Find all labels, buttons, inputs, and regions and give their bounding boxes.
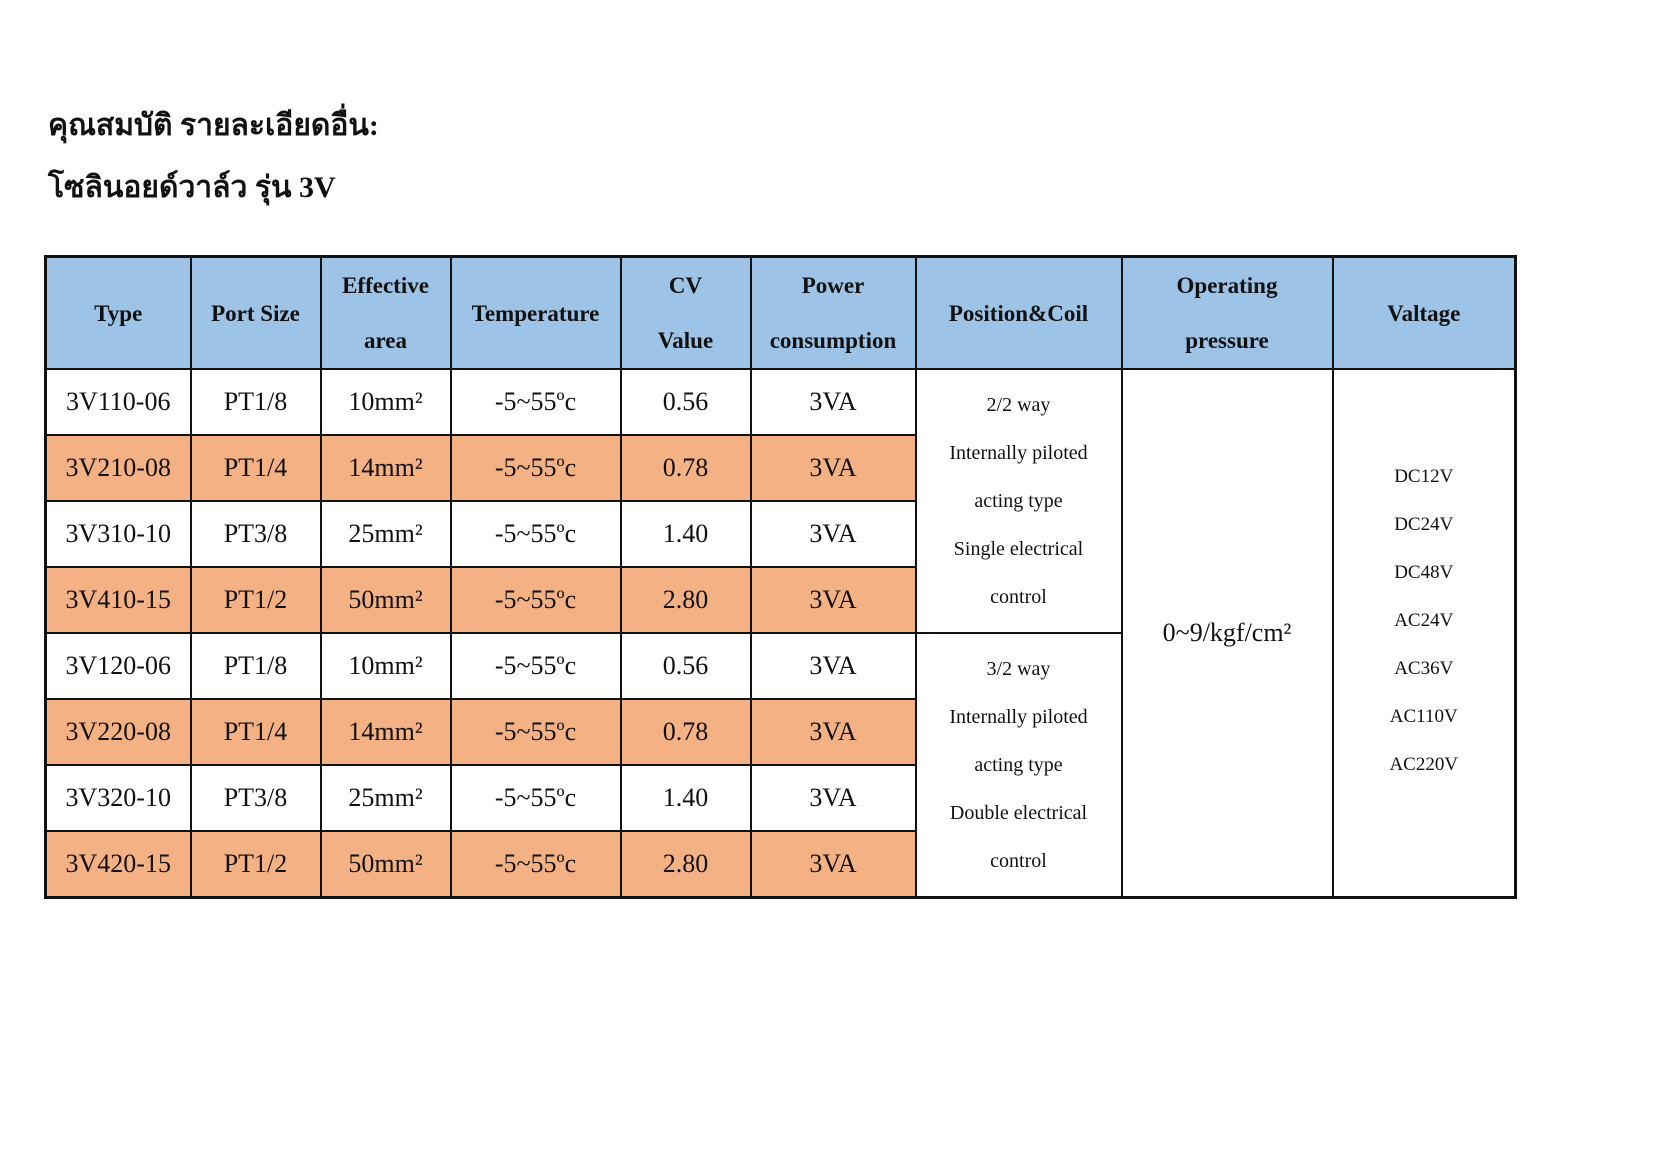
cell-type: 3V120-06 xyxy=(46,633,191,699)
cell-voltage-list xyxy=(1333,369,1516,898)
cell-power: 3VA xyxy=(751,765,916,831)
header-operating-pressure-line: pressure xyxy=(1185,328,1269,353)
cell-type: 3V420-15 xyxy=(46,831,191,898)
header-effective-area xyxy=(321,257,451,370)
cell-cv-value: 1.40 xyxy=(621,765,751,831)
cell-port-size: PT3/8 xyxy=(191,765,321,831)
cell-effective-area: 50mm² xyxy=(321,831,451,898)
cell-power: 3VA xyxy=(751,369,916,435)
header-effective-area-line: Effective xyxy=(342,273,429,298)
cell-type: 3V110-06 xyxy=(46,369,191,435)
position-coil-line: acting type xyxy=(974,490,1063,512)
table-row xyxy=(46,369,1516,435)
cell-effective-area: 25mm² xyxy=(321,501,451,567)
cell-temperature: -5~55ºc xyxy=(451,501,621,567)
page-subtitle: โซลินอยด์วาล์ว รุ่น 3V xyxy=(48,171,336,204)
cell-type: 3V210-08 xyxy=(46,435,191,501)
cell-effective-area: 10mm² xyxy=(321,633,451,699)
cell-temperature: -5~55ºc xyxy=(451,765,621,831)
cell-effective-area: 50mm² xyxy=(321,567,451,633)
cell-port-size: PT3/8 xyxy=(191,501,321,567)
header-cv-value-line: Value xyxy=(657,328,714,353)
header-operating-pressure xyxy=(1122,257,1333,370)
position-coil-line: control xyxy=(990,850,1047,872)
header-power-line: consumption xyxy=(769,328,897,353)
cell-type: 3V220-08 xyxy=(46,699,191,765)
position-coil-line: Double electrical xyxy=(949,802,1088,824)
position-coil-line: Internally piloted xyxy=(949,706,1088,728)
cell-operating-pressure: 0~9/kgf/cm² xyxy=(1122,369,1333,898)
header-temperature: Temperature xyxy=(451,257,621,370)
cell-effective-area: 14mm² xyxy=(321,435,451,501)
cell-port-size: PT1/4 xyxy=(191,435,321,501)
position-coil-line: Single electrical xyxy=(953,538,1084,560)
voltage-item: DC12V xyxy=(1394,466,1454,487)
cell-port-size: PT1/8 xyxy=(191,369,321,435)
cell-temperature: -5~55ºc xyxy=(451,435,621,501)
cell-cv-value: 0.78 xyxy=(621,435,751,501)
position-coil-line: control xyxy=(990,586,1047,608)
cell-type: 3V410-15 xyxy=(46,567,191,633)
cell-temperature: -5~55ºc xyxy=(451,633,621,699)
cell-type: 3V320-10 xyxy=(46,765,191,831)
cell-position-coil-single xyxy=(916,369,1122,633)
cell-temperature: -5~55ºc xyxy=(451,369,621,435)
header-voltage: Valtage xyxy=(1333,257,1516,370)
cell-port-size: PT1/4 xyxy=(191,699,321,765)
cell-cv-value: 2.80 xyxy=(621,831,751,898)
voltage-item: DC48V xyxy=(1394,562,1454,583)
cell-effective-area: 25mm² xyxy=(321,765,451,831)
cell-power: 3VA xyxy=(751,831,916,898)
header-cv-value-line: CV xyxy=(668,273,703,298)
header-position-coil: Position&Coil xyxy=(916,257,1122,370)
page-title: คุณสมบัติ รายละเอียดอื่น: xyxy=(48,109,379,142)
header-cv-value xyxy=(621,257,751,370)
cell-port-size: PT1/2 xyxy=(191,831,321,898)
voltage-item: DC24V xyxy=(1394,514,1454,535)
header-port-size: Port Size xyxy=(191,257,321,370)
cell-cv-value: 0.56 xyxy=(621,633,751,699)
cell-cv-value: 0.56 xyxy=(621,369,751,435)
position-coil-line: 2/2 way xyxy=(986,394,1051,416)
cell-power: 3VA xyxy=(751,633,916,699)
position-coil-line: Internally piloted xyxy=(949,442,1088,464)
cell-power: 3VA xyxy=(751,501,916,567)
voltage-item: AC110V xyxy=(1389,706,1458,727)
voltage-list xyxy=(1334,453,1515,789)
cell-power: 3VA xyxy=(751,435,916,501)
cell-temperature: -5~55ºc xyxy=(451,831,621,898)
position-coil-line: acting type xyxy=(974,754,1063,776)
cell-cv-value: 1.40 xyxy=(621,501,751,567)
cell-cv-value: 0.78 xyxy=(621,699,751,765)
cell-effective-area: 14mm² xyxy=(321,699,451,765)
cell-power: 3VA xyxy=(751,699,916,765)
cell-port-size: PT1/8 xyxy=(191,633,321,699)
position-coil-line: 3/2 way xyxy=(986,658,1051,680)
voltage-item: AC24V xyxy=(1394,610,1454,631)
voltage-item: AC220V xyxy=(1389,754,1459,775)
cell-temperature: -5~55ºc xyxy=(451,567,621,633)
cell-temperature: -5~55ºc xyxy=(451,699,621,765)
header-power-consumption xyxy=(751,257,916,370)
cell-effective-area: 10mm² xyxy=(321,369,451,435)
cell-type: 3V310-10 xyxy=(46,501,191,567)
header-type: Type xyxy=(46,257,191,370)
spec-table xyxy=(44,255,1517,899)
header-effective-area-line: area xyxy=(363,328,407,353)
cell-cv-value: 2.80 xyxy=(621,567,751,633)
header-operating-pressure-line: Operating xyxy=(1176,273,1278,298)
cell-power: 3VA xyxy=(751,567,916,633)
voltage-item: AC36V xyxy=(1394,658,1454,679)
cell-position-coil-double xyxy=(916,633,1122,898)
cell-port-size: PT1/2 xyxy=(191,567,321,633)
table-header-row xyxy=(46,257,1516,370)
header-power-line: Power xyxy=(801,273,865,298)
